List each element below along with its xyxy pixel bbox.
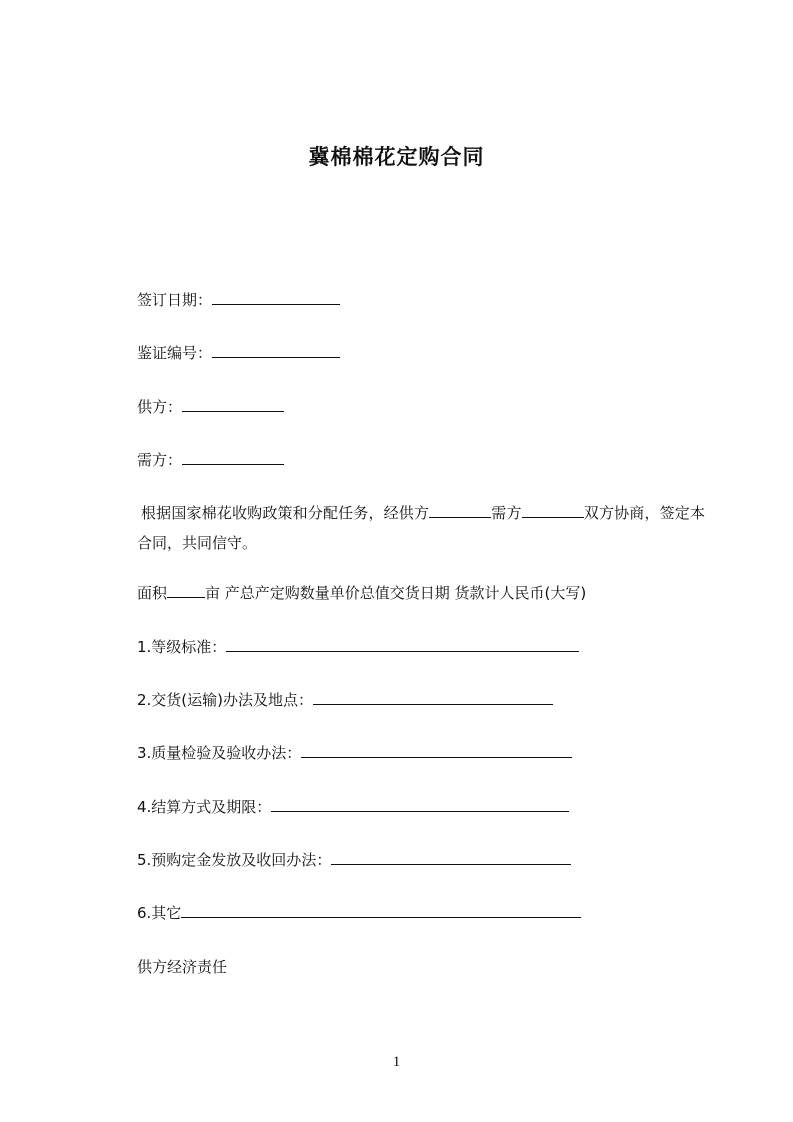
area-label: 面积	[137, 584, 168, 602]
clause-label-6: 6.其它	[137, 904, 182, 922]
section-heading: 供方经济责任	[137, 958, 228, 976]
clause-line-5	[137, 849, 571, 871]
clause-line-6	[137, 902, 581, 924]
intro-supplier-blank[interactable]	[429, 503, 491, 518]
buyer-blank[interactable]	[182, 449, 284, 465]
clause-blank-6[interactable]	[181, 902, 581, 918]
sign-date-blank[interactable]	[212, 289, 340, 305]
supplier-line	[137, 396, 284, 418]
buyer-line	[137, 449, 284, 471]
buyer-label: 需方：	[137, 451, 183, 469]
clause-line-2	[137, 689, 553, 711]
intro-buyer-blank[interactable]	[522, 503, 584, 518]
clause-label-5: 5.预购定金发放及收回办法：	[137, 851, 332, 869]
clause-line-1	[137, 636, 579, 658]
intro-text-3: 双方协商，签定本合同，共同信守。	[137, 504, 705, 552]
verify-no-line	[137, 342, 340, 364]
clause-line-3	[137, 742, 572, 764]
verify-no-label: 鉴证编号：	[137, 344, 213, 362]
intro-text-2: 需方	[491, 504, 522, 522]
clause-label-2: 2.交货(运输)办法及地点：	[137, 691, 314, 709]
sign-date-label: 签订日期：	[137, 291, 213, 309]
clause-label-4: 4.结算方式及期限：	[137, 798, 272, 816]
clause-line-4	[137, 796, 569, 818]
intro-text-1: 根据国家棉花收购政策和分配任务，经供方	[141, 504, 430, 522]
table-header-line	[137, 582, 586, 604]
clause-label-3: 3.质量检验及验收办法：	[137, 744, 302, 762]
page-number: 1	[392, 1054, 401, 1070]
clause-blank-1[interactable]	[226, 636, 579, 652]
clause-label-1: 1.等级标准：	[137, 638, 227, 656]
verify-no-blank[interactable]	[212, 342, 340, 358]
supplier-blank[interactable]	[182, 396, 284, 412]
clause-blank-5[interactable]	[331, 849, 571, 865]
area-blank[interactable]	[167, 582, 205, 598]
clause-blank-4[interactable]	[271, 796, 569, 812]
sign-date-line	[137, 289, 340, 311]
table-header-text: 亩 产总产定购数量单价总值交货日期 货款计人民币(大写)	[205, 584, 587, 602]
clause-blank-2[interactable]	[313, 689, 553, 705]
intro-paragraph	[137, 498, 705, 558]
clause-blank-3[interactable]	[301, 742, 572, 758]
document-title: 冀棉棉花定购合同	[308, 145, 485, 169]
supplier-label: 供方：	[137, 398, 183, 416]
